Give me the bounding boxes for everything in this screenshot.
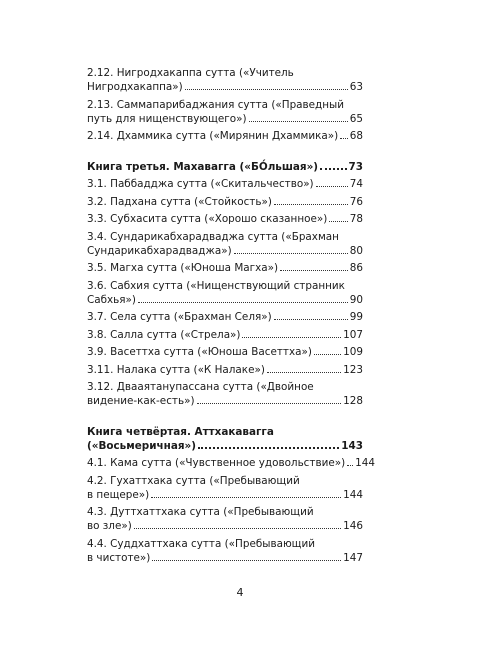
toc-entry-title-line: 4.4. Суддхаттхака сутта («Пребывающий <box>87 537 315 550</box>
toc-entry-title-line: Книга четвёртая. Аттхакавагга <box>87 425 274 438</box>
dot-leader <box>314 354 341 355</box>
toc-page-number: 123 <box>343 363 363 376</box>
dot-leader <box>280 270 348 271</box>
toc-page-number: 63 <box>349 81 363 93</box>
toc-entry-title-line: 4.1. Кама сутта («Чувственное удовольствие») <box>87 457 346 469</box>
toc-entry-title-line: 3.7. Села сутта («Брахман Селя») <box>87 311 272 323</box>
toc-page-number: 76 <box>349 195 363 208</box>
toc-page-number: 109 <box>343 346 363 358</box>
toc-entry <box>87 380 363 412</box>
toc-page-number: 90 <box>349 293 363 306</box>
toc-entry <box>87 66 363 98</box>
toc-book-heading <box>87 160 363 178</box>
toc-page-number: 147 <box>343 551 363 564</box>
toc-entry-title-line: Сабхья») <box>87 293 136 306</box>
toc-entry-title-line: в пещере») <box>87 488 150 501</box>
toc-entry-title-line: 3.2. Падхана сутта («Стойкость») <box>87 195 272 208</box>
toc-page-number: 80 <box>349 244 363 257</box>
dot-leader <box>274 204 348 205</box>
toc-entry-title-line: видение-как-есть») <box>87 395 195 407</box>
dot-leader <box>198 447 339 449</box>
dot-leader <box>242 337 341 338</box>
toc-page-number: 73 <box>348 160 363 173</box>
toc-entry-title-line: 3.6. Сабхия сутта («Нищенствующий странник <box>87 279 345 292</box>
toc-entry-title-line: 3.8. Салла сутта («Стрела») <box>87 328 241 341</box>
dot-leader <box>249 121 348 122</box>
toc-entry-title-line: 2.12. Нигродхакаппа сутта («Учитель <box>87 67 294 79</box>
dot-leader <box>316 186 348 187</box>
toc-entry-title-line: Нигродхакаппа») <box>87 81 183 93</box>
toc-entry-title-line: 3.11. Налака сутта («К Налаке») <box>87 363 265 376</box>
toc-entry <box>87 129 363 147</box>
toc-entry <box>87 310 363 328</box>
toc-page-number: 143 <box>341 439 363 452</box>
dot-leader <box>138 302 348 303</box>
toc-entry <box>87 212 363 230</box>
dot-leader <box>320 168 346 170</box>
toc-entry <box>87 456 375 474</box>
dot-leader <box>274 319 348 320</box>
dot-leader <box>267 372 341 373</box>
toc-entry-title-line: («Восьмеричная») <box>87 439 196 452</box>
toc-book-heading <box>87 425 363 457</box>
toc-page-number: 86 <box>349 262 363 274</box>
dot-leader <box>151 497 341 498</box>
toc-entry-title-line: 3.4. Сундарикабхарадваджа сутта («Брахман <box>87 230 339 243</box>
toc-entry-title-line: 3.1. Паббадджа сутта («Скитальчество») <box>87 178 314 190</box>
dot-leader <box>234 253 348 254</box>
toc-entry-title-line: путь для нищенствующего») <box>87 112 247 125</box>
toc-page-number: 144 <box>343 488 363 501</box>
table-of-contents <box>87 66 375 568</box>
toc-entry-title-line: 3.12. Двааятанупассана сутта («Двойное <box>87 381 314 393</box>
toc-entry <box>87 474 363 506</box>
toc-entry <box>87 261 363 279</box>
toc-entry-title-line: 3.5. Магха сутта («Юноша Магха») <box>87 262 279 274</box>
toc-entry <box>87 177 363 195</box>
dot-leader <box>185 89 348 90</box>
toc-page-number: 78 <box>349 213 363 225</box>
toc-entry <box>87 98 363 130</box>
toc-page-number: 144 <box>355 457 375 469</box>
toc-page-number: 74 <box>349 178 363 190</box>
toc-page-number: 65 <box>349 112 363 125</box>
toc-entry-title-line: 4.2. Гухаттхака сутта («Пребывающий <box>87 474 300 487</box>
toc-entry <box>87 363 363 381</box>
toc-entry-title-line: Сундарикабхарадваджа») <box>87 244 232 257</box>
dot-leader <box>134 528 341 529</box>
toc-entry-title-line: 3.9. Васеттха сутта («Юноша Васеттха») <box>87 346 312 358</box>
toc-entry-title-line: 2.14. Дхаммика сутта («Мирянин Дхаммика») <box>87 130 339 142</box>
dot-leader <box>347 465 353 466</box>
toc-entry <box>87 345 363 363</box>
toc-entry <box>87 195 363 213</box>
toc-entry <box>87 505 363 537</box>
toc-page-number: 146 <box>343 520 363 532</box>
toc-entry <box>87 328 363 346</box>
toc-entry-title-line: в чистоте») <box>87 551 151 564</box>
toc-entry-title-line: во зле») <box>87 520 132 532</box>
toc-entry-title-line: Книга третья. Махавагга («БО́льшая») <box>87 160 319 173</box>
toc-entry-title-line: 4.3. Дуттхаттхака сутта («Пребывающий <box>87 506 314 518</box>
toc-entry-title-line: 3.3. Субхасита сутта («Хорошо сказанное») <box>87 213 328 225</box>
toc-page-number: 128 <box>343 395 363 407</box>
toc-page-number: 99 <box>349 311 363 323</box>
page-number: 4 <box>236 586 244 599</box>
toc-entry <box>87 230 363 262</box>
toc-page-number: 68 <box>349 130 363 142</box>
dot-leader <box>197 403 342 404</box>
dot-leader <box>152 560 341 561</box>
toc-entry <box>87 279 363 311</box>
toc-entry-title-line: 2.13. Саммапарибаджания сутта («Праведный <box>87 98 344 111</box>
dot-leader <box>329 221 347 222</box>
dot-leader <box>340 138 348 139</box>
toc-page-number: 107 <box>343 328 363 341</box>
toc-entry <box>87 537 363 569</box>
